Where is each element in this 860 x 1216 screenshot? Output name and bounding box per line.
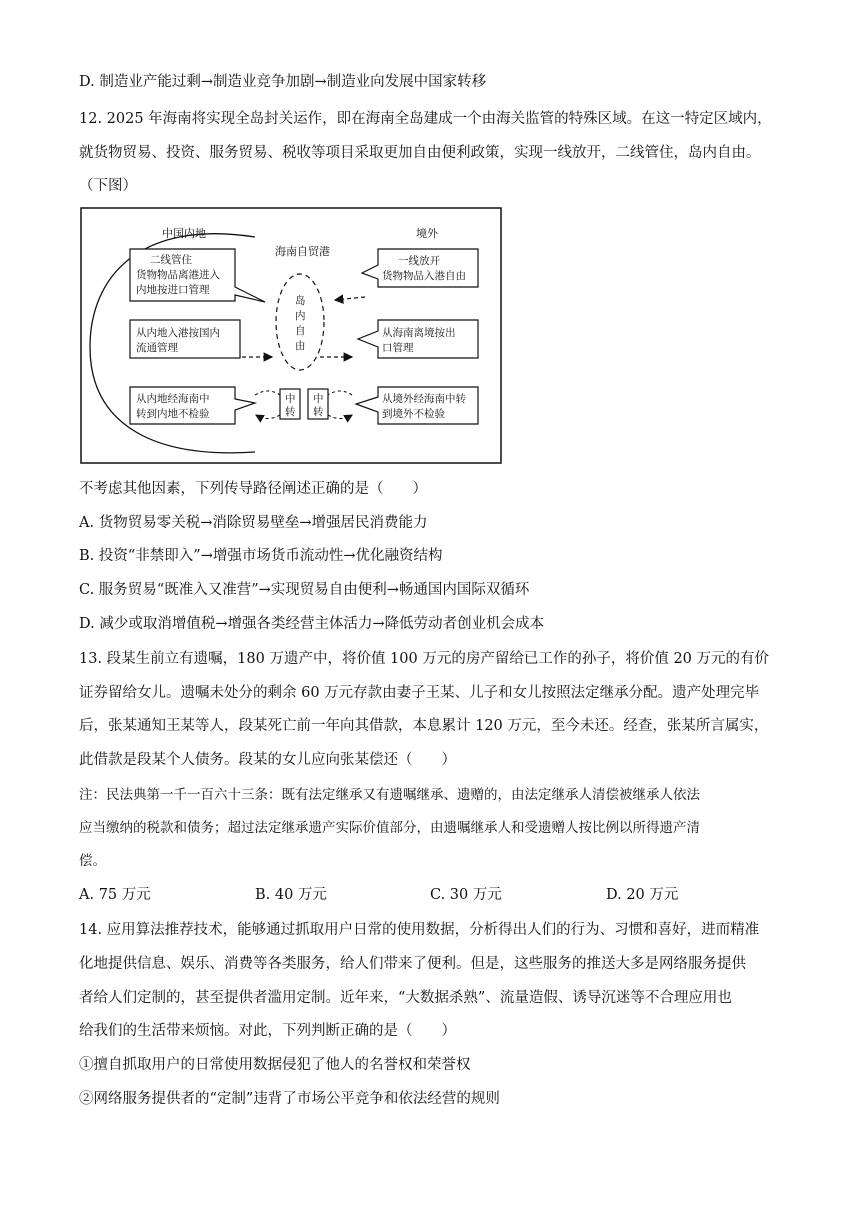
box-right-1-line-2: 货物物品入港自由 (382, 270, 466, 282)
label-island-1: 岛 (295, 295, 306, 307)
q14-statement-1: ①擅自抓取用户的日常使用数据侵犯了他人的名誉权和荣誉权 (79, 1057, 471, 1073)
q12-stem-line-1: 12. 2025 年海南将实现全岛封关运作，即在海南全岛建成一个由海关监管的特殊区域。在这一特定区域内， (79, 111, 772, 127)
q14-stem-line-3: 者给人们定制的，甚至提供者滥用定制。近年来，“大数据杀熟”、流量造假、诱导沉迷等不合理应用也 (79, 990, 732, 1006)
q12-option-c: C. 服务贸易“既准入又准营”→实现贸易自由便利→畅通国内国际双循环 (79, 582, 530, 598)
q12-stem-line-2: 就货物贸易、投资、服务贸易、税收等项目采取更加自由便利政策，实现一线放开，二线管住，岛内自由。 (79, 145, 761, 161)
box-right-2-line-1: 从海南离境按出 (382, 327, 456, 339)
q13-stem-line-2: 证券留给女儿。遗嘱未处分的剩余 60 万元存款由妻子王某、儿子和女儿按照法定继承分配。遗产处理完毕 (79, 685, 760, 701)
transfer-2-b: 转 (313, 406, 324, 418)
q13-stem-line-3: 后，张某通知王某等人，段某死亡前一年向其借款，本息累计 120 万元，至今未还。经查，张某所言属实， (79, 718, 769, 734)
label-abroad: 境外 (416, 227, 438, 240)
box-left-1-line-1: 二线管住 (150, 254, 192, 266)
q12-stem-line-3: （下图） (79, 178, 137, 194)
q13-option-d: D. 20 万元 (606, 887, 679, 903)
box-left-3-line-1: 从内地经海南中 (136, 393, 210, 405)
q14-stem-line-2: 化地提供信息、娱乐、消费等各类服务，给人们带来了便利。但是，这些服务的推送大多是网络服务提供 (79, 956, 746, 972)
box-left-1-line-3: 内地按进口管理 (136, 284, 210, 296)
label-island-4: 由 (295, 340, 306, 352)
q13-stem-line-1: 13. 段某生前立有遗嘱，180 万遗产中，将价值 100 万元的房产留给已工作的孙子，将价值 20 万元的有价 (79, 651, 770, 667)
transfer-2-a: 中 (313, 393, 324, 405)
q13-note-line-2: 应当缴纳的税款和债务；超过法定继承遗产实际价值部分，由遗嘱继承人和受遗赠人按比例以所得遗产清 (79, 820, 700, 836)
box-right-1-line-1: 一线放开 (398, 255, 440, 267)
label-mainland: 中国内地 (162, 227, 206, 240)
q13-stem-line-4: 此借款是段某个人债务。段某的女儿应向张某偿还（ ） (79, 752, 456, 768)
q14-stem-line-4: 给我们的生活带来烦恼。对此，下列判断正确的是（ ） (79, 1023, 456, 1039)
transfer-1-b: 转 (285, 406, 296, 418)
q13-option-b: B. 40 万元 (255, 887, 327, 903)
label-island-2: 内 (295, 310, 306, 322)
box-right-2-line-2: 口管理 (382, 342, 414, 354)
label-island-3: 自 (295, 325, 306, 337)
box-left-3-line-2: 转到内地不检验 (136, 408, 210, 420)
q13-note-line-3: 偿。 (79, 853, 106, 869)
q13-option-c: C. 30 万元 (430, 887, 502, 903)
q13-note-line-1: 注：民法典第一千一百六十三条：既有法定继承又有遗嘱继承、遗赠的，由法定继承人清偿被继承人依法 (79, 787, 700, 803)
box-right-3-line-1: 从境外经海南中转 (382, 393, 466, 405)
q12-option-d: D. 减少或取消增值税→增强各类经营主体活力→降低劳动者创业机会成本 (79, 616, 545, 632)
q12-option-a: A. 货物贸易零关税→消除贸易壁垒→增强居民消费能力 (79, 515, 428, 531)
box-left-2-line-1: 从内地入港按国内 (136, 327, 220, 339)
q14-statement-2: ②网络服务提供者的“定制”违背了市场公平竞争和依法经营的规则 (79, 1091, 500, 1107)
hainan-ftz-diagram (80, 207, 502, 464)
q12-question: 不考虑其他因素，下列传导路径阐述正确的是（ ） (79, 481, 427, 497)
transfer-1-a: 中 (285, 393, 296, 405)
box-left-2-line-2: 流通管理 (136, 342, 178, 354)
label-ftz: 海南自贸港 (275, 245, 330, 258)
q14-stem-line-1: 14. 应用算法推荐技术，能够通过抓取用户日常的使用数据，分析得出人们的行为、习惯和喜好，进而精准 (79, 922, 760, 938)
box-left-1-line-2: 货物物品离港进入 (136, 269, 220, 281)
q12-option-b: B. 投资“非禁即入”→增强市场货币流动性→优化融资结构 (79, 548, 443, 564)
box-right-3-line-2: 到境外不检验 (382, 408, 445, 420)
q13-option-a: A. 75 万元 (79, 887, 151, 903)
q11-option-d: D. 制造业产能过剩→制造业竞争加剧→制造业向发展中国家转移 (79, 74, 487, 90)
